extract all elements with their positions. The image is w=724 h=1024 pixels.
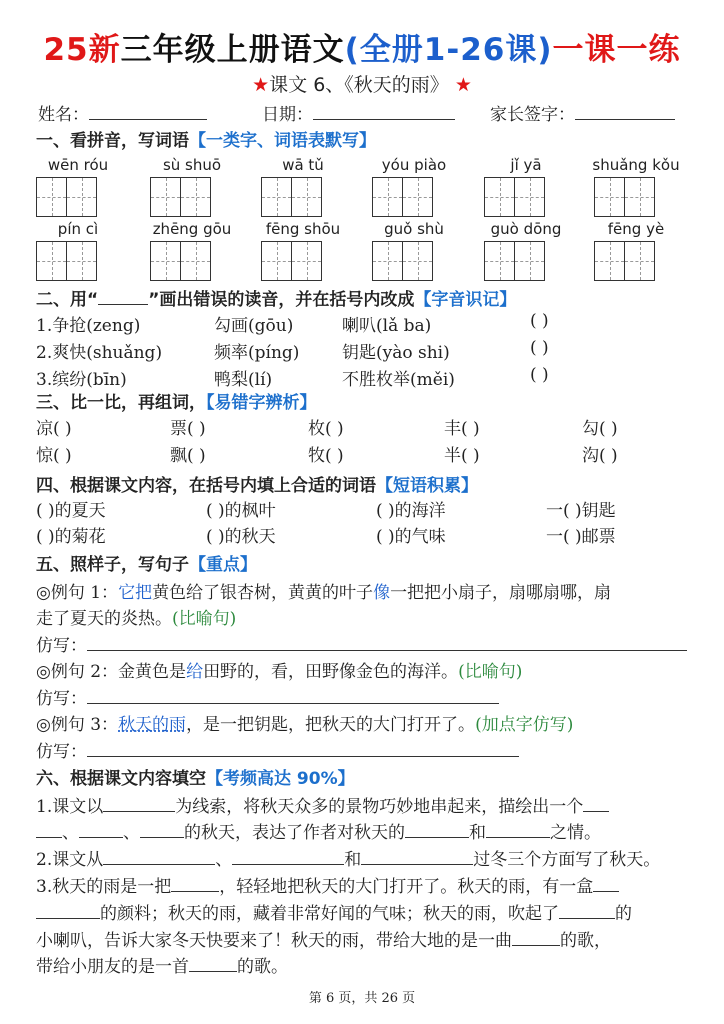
pinyin-label: fēng yè bbox=[607, 220, 665, 238]
pinyin-label: guò dōng bbox=[490, 220, 562, 238]
fill-text: 的歌。 bbox=[237, 957, 288, 977]
ex3-text: ，是一把钥匙，把秋天的大门打开了。 bbox=[186, 715, 476, 735]
example-3 bbox=[36, 710, 573, 735]
pinyin-label: fēng shōu bbox=[265, 220, 341, 238]
lesson-subtitle bbox=[0, 70, 724, 97]
section-2-heading bbox=[36, 285, 516, 310]
fill-text: 的歌， bbox=[560, 931, 611, 951]
section-6-heading bbox=[36, 764, 355, 789]
fill-text: 的颜料；秋天的雨，藏着非常好闻的气味；秋天的雨，吹起了 bbox=[100, 904, 559, 924]
section-2-tag: 【字音识记】 bbox=[414, 290, 517, 310]
section-5-tag: 【重点】 bbox=[189, 555, 257, 575]
writing-box[interactable] bbox=[261, 177, 321, 217]
phrase-item: 一( )钥匙 bbox=[546, 501, 616, 521]
grid-cell[interactable] bbox=[372, 177, 403, 217]
section-1-heading bbox=[36, 126, 376, 151]
grid-cell[interactable] bbox=[624, 241, 655, 281]
grid-cell[interactable] bbox=[66, 241, 97, 281]
fill-text: 之情。 bbox=[550, 823, 601, 843]
section-4-title: 四、根据课文内容，在括号内填上合适的词语 bbox=[36, 476, 376, 496]
section-2-title-b: ”画出错误的读音，并在括号内改成 bbox=[148, 290, 415, 310]
compare-item: 枚( ) bbox=[308, 419, 344, 439]
ex2-highlight: 给 bbox=[186, 662, 204, 682]
writing-box[interactable] bbox=[36, 241, 96, 281]
pinyin-label: wā tǔ bbox=[282, 156, 324, 174]
fill-text: ，轻轻地把秋天的大门打开了。秋天的雨，有一盒 bbox=[219, 877, 594, 897]
page-title bbox=[0, 24, 724, 69]
writing-box[interactable] bbox=[150, 177, 210, 217]
section-3-heading bbox=[36, 388, 317, 413]
compare-item: 牧( ) bbox=[308, 446, 344, 466]
fill-line-1 bbox=[36, 792, 609, 817]
imitation-2[interactable] bbox=[36, 684, 499, 709]
fill-text: 小喇叭，告诉大家冬天快要来了！秋天的雨，带给大地的是一曲 bbox=[36, 931, 512, 951]
fill-text: 和 bbox=[469, 823, 486, 843]
compare-item: 半( ) bbox=[444, 446, 480, 466]
pinyin-label: guǒ shù bbox=[384, 220, 444, 238]
writing-box[interactable] bbox=[261, 241, 321, 281]
writing-box[interactable] bbox=[150, 241, 210, 281]
phrase-item: ( )的枫叶 bbox=[206, 501, 276, 521]
compare-item: 凉( ) bbox=[36, 419, 72, 439]
title-series: 一课一练 bbox=[552, 32, 681, 68]
section-3-tag: 【易错字辨析】 bbox=[206, 393, 317, 413]
writing-box[interactable] bbox=[594, 177, 654, 217]
pronunciation-item: 2.爽快(shuǎng) bbox=[36, 343, 163, 363]
pronunciation-item: 3.缤纷(bīn) bbox=[36, 370, 127, 390]
grid-cell[interactable] bbox=[180, 177, 211, 217]
fill-text: 1.课文以 bbox=[36, 797, 104, 817]
grid-cell[interactable] bbox=[594, 177, 625, 217]
fill-text: 过冬三个方面写了秋天。 bbox=[473, 850, 661, 870]
compare-item: 惊( ) bbox=[36, 446, 72, 466]
pinyin-label: sù shuō bbox=[162, 156, 222, 174]
grid-cell[interactable] bbox=[66, 177, 97, 217]
compare-item: 勾( ) bbox=[582, 419, 618, 439]
ex3-type: (加点字仿写) bbox=[475, 715, 574, 735]
example-1-line2 bbox=[36, 604, 236, 629]
grid-cell[interactable] bbox=[261, 241, 292, 281]
section-5-heading bbox=[36, 550, 257, 575]
fill-text: 、 bbox=[123, 823, 140, 843]
example-1-line1 bbox=[36, 578, 611, 603]
phrase-item: ( )的菊花 bbox=[36, 527, 106, 547]
pronunciation-item: 喇叭(lǎ ba) bbox=[342, 316, 432, 336]
pronunciation-item: 频率(píng) bbox=[214, 343, 300, 363]
fill-text: 、 bbox=[62, 823, 79, 843]
title-grade: 三年级上册语文 bbox=[120, 32, 345, 68]
compare-item: 沟( ) bbox=[582, 446, 618, 466]
fill-text: 2.课文从 bbox=[36, 850, 104, 870]
fill-text: 带给小朋友的是一首 bbox=[36, 957, 189, 977]
section-4-tag: 【短语积累】 bbox=[376, 476, 478, 496]
grid-cell[interactable] bbox=[484, 177, 515, 217]
fill-line-2 bbox=[36, 818, 601, 843]
fill-line-7 bbox=[36, 952, 288, 977]
grid-cell[interactable] bbox=[514, 241, 545, 281]
lesson-title: 课文 6、《秋天的雨》 bbox=[269, 74, 449, 96]
imitate-label: 仿写： bbox=[36, 689, 87, 709]
pronunciation-item: 不胜枚举(měi) bbox=[342, 370, 455, 390]
star-icon: ★ bbox=[252, 74, 270, 96]
pronunciation-item[interactable]: ( ) bbox=[530, 338, 549, 358]
fill-line-6 bbox=[36, 926, 611, 951]
pronunciation-item[interactable]: ( ) bbox=[530, 365, 549, 385]
fill-line-5 bbox=[36, 899, 632, 924]
section-2-title-a: 二、用“ bbox=[36, 290, 99, 310]
fill-line-3 bbox=[36, 845, 660, 870]
page-footer: 第 6 页，共 26 页 bbox=[308, 991, 416, 1006]
fill-text: 的秋天，表达了作者对秋天的 bbox=[184, 823, 405, 843]
pronunciation-item: 钥匙(yào shi) bbox=[342, 343, 450, 363]
ex2-label: ◎例句 2：金黄色是 bbox=[36, 662, 187, 682]
ex1-text-1: 黄色给了银杏树，黄黄的叶子 bbox=[152, 583, 374, 603]
fill-text: 、 bbox=[215, 850, 233, 870]
name-field[interactable] bbox=[38, 100, 207, 125]
pinyin-label: zhēng gōu bbox=[152, 220, 232, 238]
imitation-3[interactable] bbox=[36, 737, 519, 762]
pronunciation-item[interactable]: ( ) bbox=[530, 311, 549, 331]
ex1-highlight-1: 它把 bbox=[118, 583, 153, 603]
pinyin-label: wēn róu bbox=[47, 156, 109, 174]
sign-label: 家长签字： bbox=[490, 105, 575, 125]
fill-text: 和 bbox=[344, 850, 362, 870]
pronunciation-item: 勾画(gōu) bbox=[214, 316, 294, 336]
ex1-text-3: 走了夏天的炎热。 bbox=[36, 609, 172, 629]
pinyin-label: shuǎng kǒu bbox=[592, 156, 680, 174]
phrase-item: ( )的夏天 bbox=[36, 501, 106, 521]
grid-cell[interactable] bbox=[484, 241, 515, 281]
ex1-text-2: 一把把小扇子，扇哪扇哪，扇 bbox=[390, 583, 612, 603]
fill-text: 为线索，将秋天众多的景物巧妙地串起来，描绘出一个 bbox=[175, 797, 584, 817]
parent-sign-field[interactable] bbox=[490, 100, 675, 125]
date-label: 日期： bbox=[262, 105, 313, 125]
grid-cell[interactable] bbox=[36, 177, 67, 217]
imitate-label: 仿写： bbox=[36, 636, 87, 656]
grid-cell[interactable] bbox=[261, 177, 292, 217]
phrase-item: ( )的气味 bbox=[376, 527, 446, 547]
section-6-title: 六、根据课文内容填空 bbox=[36, 769, 206, 789]
grid-cell[interactable] bbox=[402, 241, 433, 281]
grid-cell[interactable] bbox=[36, 241, 67, 281]
name-label: 姓名： bbox=[38, 105, 89, 125]
grid-cell[interactable] bbox=[150, 177, 181, 217]
imitation-1[interactable] bbox=[36, 631, 687, 656]
ex1-type: (比喻句) bbox=[172, 609, 237, 629]
fill-text: 的 bbox=[615, 904, 632, 924]
section-1-title: 一、看拼音，写词语 bbox=[36, 131, 189, 151]
writing-box[interactable] bbox=[372, 177, 432, 217]
grid-cell[interactable] bbox=[291, 241, 322, 281]
writing-box[interactable] bbox=[594, 241, 654, 281]
example-2 bbox=[36, 657, 522, 682]
grid-cell[interactable] bbox=[402, 177, 433, 217]
compare-item: 丰( ) bbox=[444, 419, 480, 439]
writing-box[interactable] bbox=[372, 241, 432, 281]
grid-cell[interactable] bbox=[180, 241, 211, 281]
pronunciation-item: 鸭梨(lí) bbox=[214, 370, 273, 390]
ex3-highlight: 秋天的雨 bbox=[118, 715, 187, 735]
phrase-item: ( )的秋天 bbox=[206, 527, 276, 547]
grid-cell[interactable] bbox=[291, 177, 322, 217]
phrase-item: 一( )邮票 bbox=[546, 527, 616, 547]
star-icon: ★ bbox=[454, 74, 472, 96]
grid-cell[interactable] bbox=[624, 177, 655, 217]
writing-box[interactable] bbox=[484, 177, 544, 217]
fill-text: 3.秋天的雨是一把 bbox=[36, 877, 172, 897]
title-year: 25新 bbox=[43, 32, 121, 68]
section-6-tag: 【考频高达 90%】 bbox=[206, 769, 355, 789]
pinyin-label: jǐ yā bbox=[510, 156, 542, 174]
section-5-title: 五、照样子，写句子 bbox=[36, 555, 189, 575]
section-1-tag: 【一类字、词语表默写】 bbox=[189, 131, 376, 151]
ex2-type: (比喻句) bbox=[458, 662, 523, 682]
compare-item: 飘( ) bbox=[170, 446, 206, 466]
ex2-text: 田野的，看，田野像金色的海洋。 bbox=[203, 662, 459, 682]
grid-cell[interactable] bbox=[150, 241, 181, 281]
pinyin-label: yóu piào bbox=[381, 156, 447, 174]
imitate-label: 仿写： bbox=[36, 742, 87, 762]
writing-box[interactable] bbox=[484, 241, 544, 281]
writing-box[interactable] bbox=[36, 177, 96, 217]
date-field[interactable] bbox=[262, 100, 455, 125]
compare-item: 票( ) bbox=[170, 419, 206, 439]
ex1-highlight-2: 像 bbox=[373, 583, 391, 603]
section-4-heading bbox=[36, 471, 478, 496]
pinyin-label: pín cì bbox=[57, 220, 99, 238]
grid-cell[interactable] bbox=[594, 241, 625, 281]
grid-cell[interactable] bbox=[372, 241, 403, 281]
pronunciation-item: 1.争抢(zeng) bbox=[36, 316, 141, 336]
fill-line-4 bbox=[36, 872, 619, 897]
ex1-label: ◎例句 1： bbox=[36, 583, 119, 603]
section-3-title: 三、比一比，再组词， bbox=[36, 393, 206, 413]
phrase-item: ( )的海洋 bbox=[376, 501, 446, 521]
ex3-label: ◎例句 3： bbox=[36, 715, 119, 735]
grid-cell[interactable] bbox=[514, 177, 545, 217]
title-range: (全册1-26课) bbox=[344, 32, 553, 68]
